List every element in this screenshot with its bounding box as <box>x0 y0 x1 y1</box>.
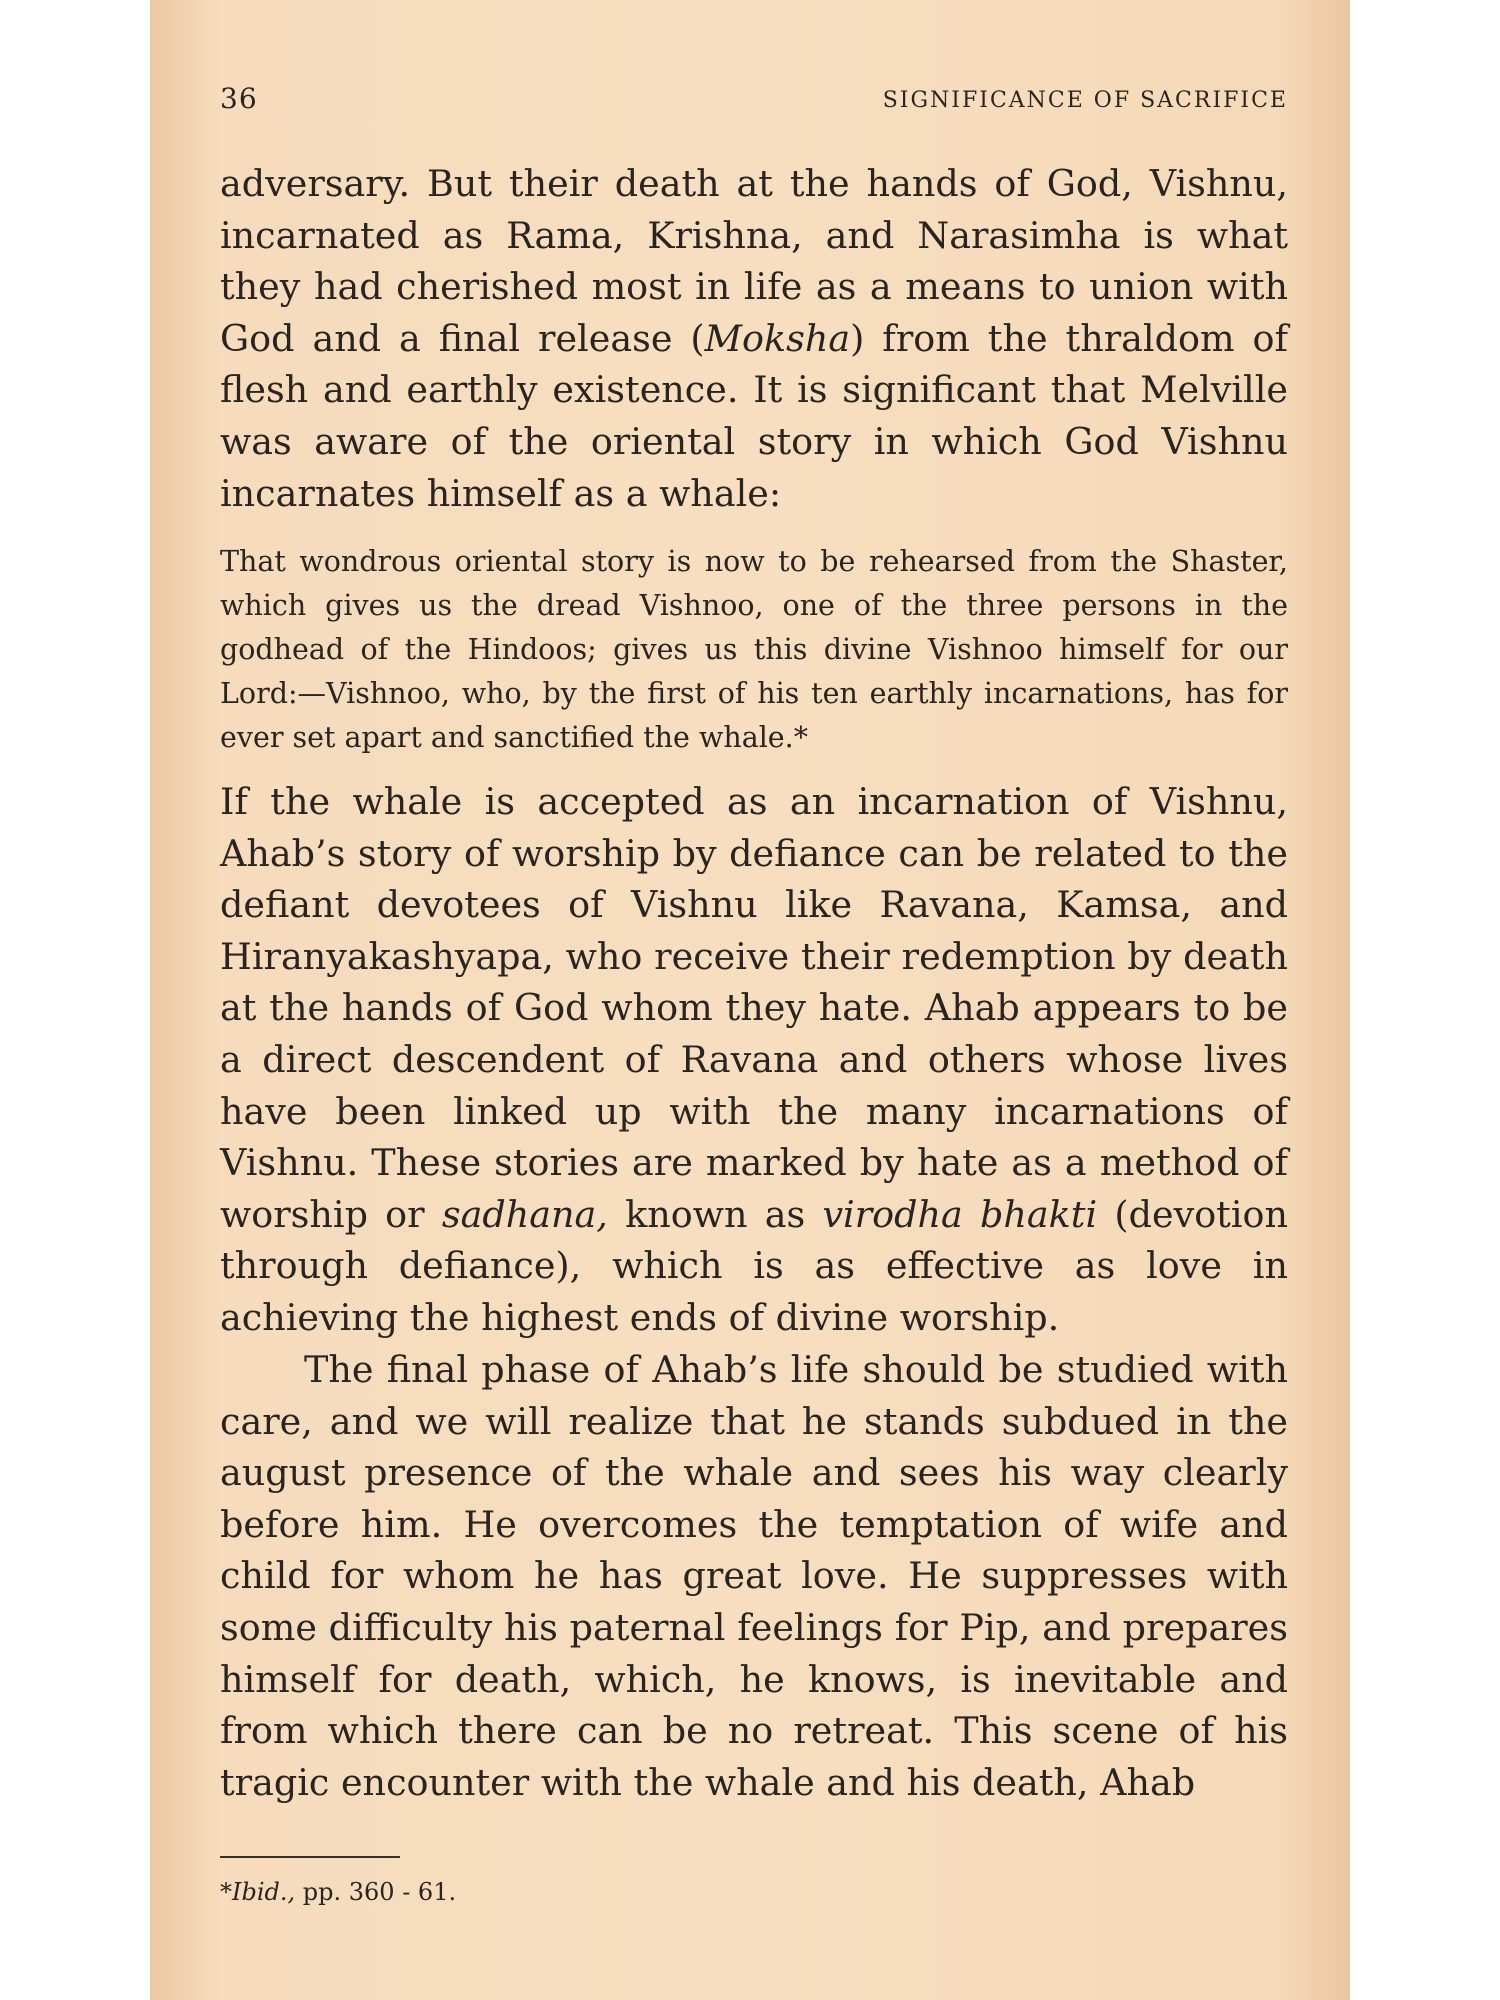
paragraph-2-text-a: If the whale is accepted as an incarnation of Vishnu, Ahab’s story of worship by defiance can be related to the defiant devotees of Vishnu like Ravana, Kamsa, and Hiranyakashyapa, who receive their redemption by death at the hands of God whom they hate. Ahab appears to be a direct descendent of Ravana and others whose lives have been linked up with the many incarnations of Vishnu. These stories are marked by hate as a method of worship or <box>220 780 1288 1236</box>
running-title: SIGNIFICANCE OF SACRIFICE <box>882 88 1288 113</box>
page-header <box>220 82 1288 122</box>
footnote-pages: pp. 360 - 61. <box>295 1878 457 1906</box>
paragraph-1 <box>220 158 1288 519</box>
footnote-marker: * <box>220 1878 232 1906</box>
paragraph-2 <box>220 776 1288 1344</box>
page-number: 36 <box>220 82 258 115</box>
book-page <box>150 0 1350 2000</box>
footnote <box>220 1876 456 1908</box>
paragraph-1-text-a: adversary. But their death at the hands of God, Vishnu, incarnated as Rama, Krishna, and Narasimha is what they had cherished most in life as a means to union with God and a final release ( <box>220 162 1288 360</box>
paragraph-1-text-b: ) from the thraldom of flesh and earthly existence. It is significant that Melville was aware of the oriental story in which God Vishnu incarnates himself as a whale: <box>220 316 1288 515</box>
footnote-rule <box>220 1856 400 1858</box>
paragraph-2-text-b: known as <box>607 1192 823 1236</box>
paragraph-3: The final phase of Ahab’s life should be studied with care, and we will realize that he stands subdued in the august presence of the whale and sees his way clearly before him. He overcomes the temptation of wife and child for whom he has great love. He suppresses with some difficulty his paternal feelings for Pip, and prepares himself for death, which, he knows, is inevitable and from which there can be no retreat. This scene of his tragic encounter with the whale and his death, Ahab <box>220 1348 1288 1804</box>
paragraph-1-italic-moksha: Moksha <box>704 316 851 360</box>
block-quote: That wondrous oriental story is now to be rehearsed from the Shaster, which gives us the dread Vishnoo, one of the three persons in the godhead of the Hindoos; gives us this divine Vishnoo himself for our Lord:—Vishnoo, who, by the first of his ten earthly incarnations, has for ever set apart and sanctified the whale.* <box>220 545 1288 754</box>
paragraph-2-italic-sadhana: sadhana, <box>441 1192 608 1236</box>
paragraph-2-italic-virodha-bhakti: virodha bhakti <box>822 1192 1098 1236</box>
paragraph-2-text-c: (devotion through defiance), which is as effective as love in achieving the highest ends of divine worship. <box>220 1192 1288 1339</box>
footnote-ibid: Ibid., <box>232 1878 296 1906</box>
